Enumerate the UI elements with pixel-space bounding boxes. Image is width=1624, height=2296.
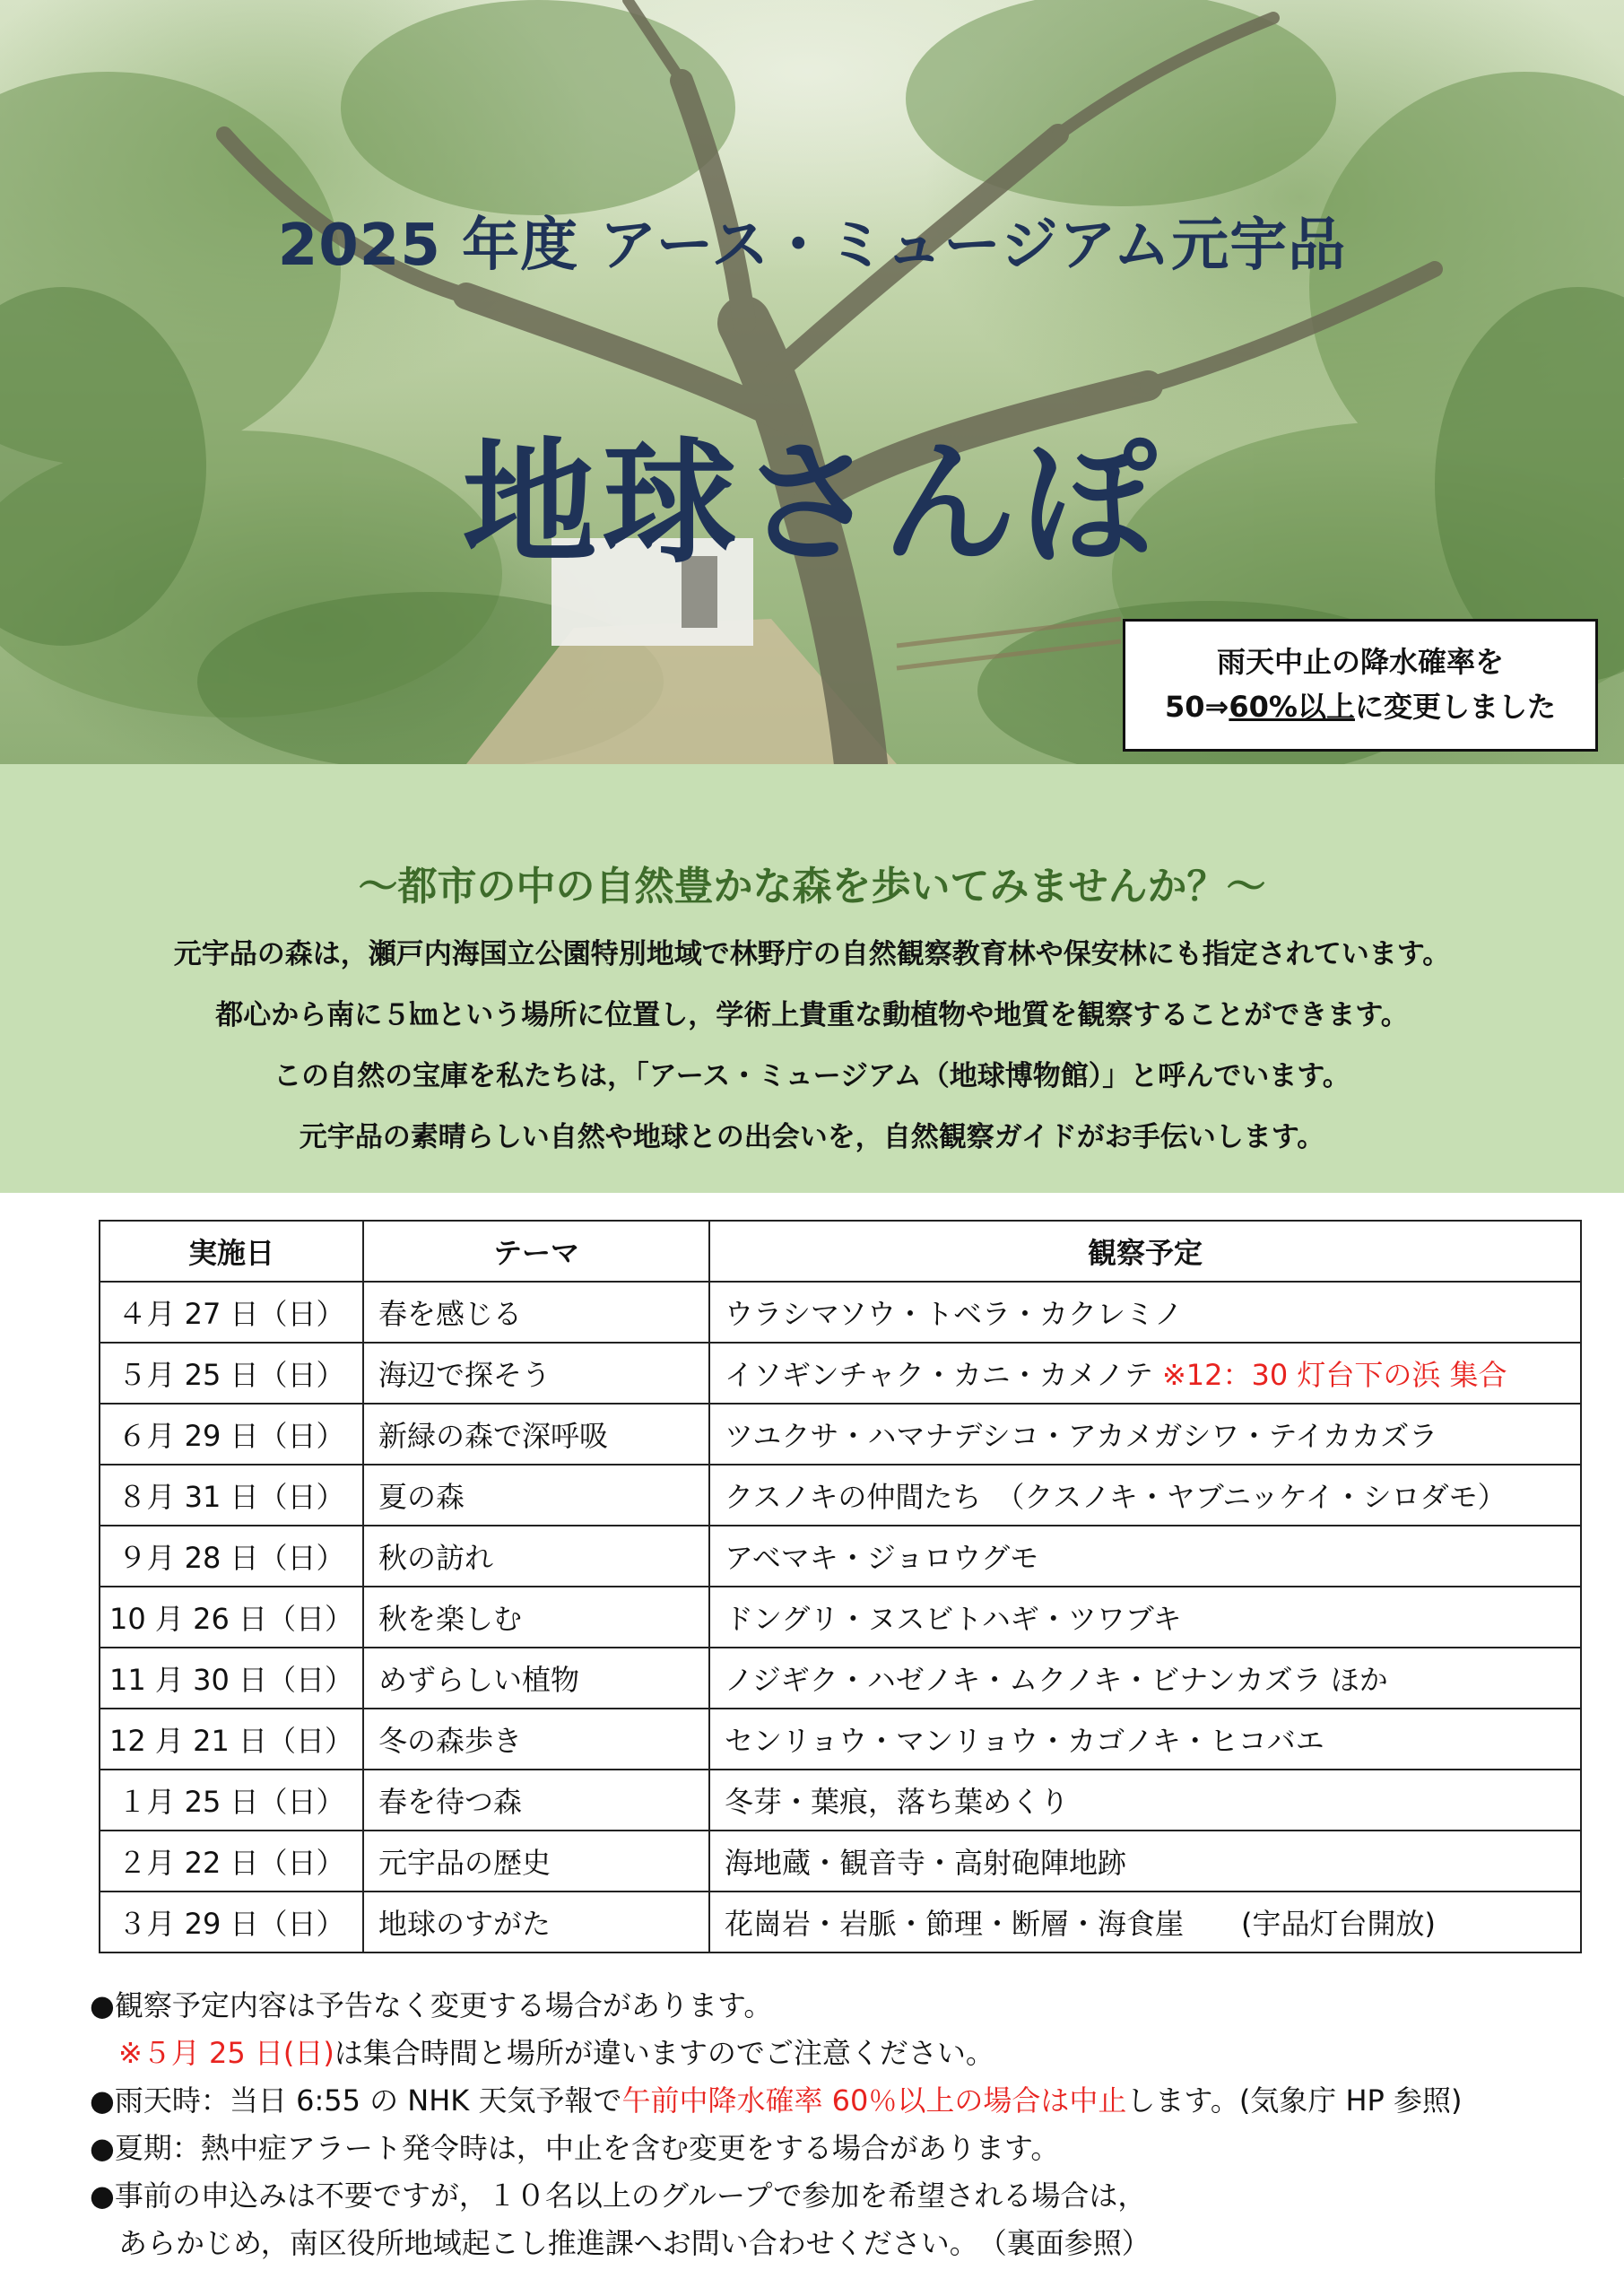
cell-theme: 秋を楽しむ [363,1587,709,1648]
table-row [100,1282,1581,1343]
cell-theme: 元宇品の歴史 [363,1831,709,1892]
notice-line-2-pre: 50⇒ [1165,690,1229,724]
header-date: 実施日 [100,1221,363,1282]
intro-line-3: この自然の宝庫を私たちは，「アース・ミュージアム（地球博物館）」と呼んでいます。 [274,1060,1350,1092]
observation-text: 海地蔵・観音寺・高射砲陣地跡 [725,1846,1127,1880]
cell-theme: 地球のすがた [363,1892,709,1952]
observation-text: ドングリ・ヌスビトハギ・ツワブキ [725,1602,1182,1636]
cell-date: ９月 28 日（日） [100,1526,363,1587]
table-row [100,1648,1581,1709]
note-rain-pre: ●雨天時：当日 6:55 の NHK 天気予報で [90,2083,622,2118]
intro-line-1: 元宇品の森は，瀬戸内海国立公園特別地域で林野庁の自然観察教育林や保安林にも指定されています。 [173,938,1451,970]
cell-theme: 海辺で探そう [363,1343,709,1404]
cell-observation [709,1709,1581,1770]
cell-date: １月 25 日（日） [100,1770,363,1831]
table-row [100,1404,1581,1465]
note-may-meeting [90,2030,1605,2077]
observation-text: クスノキの仲間たち （クスノキ・ヤブニッケイ・シロダモ） [725,1480,1507,1514]
table-row [100,1831,1581,1892]
observation-text: イソギンチャク・カニ・カメノテ [725,1358,1162,1392]
cell-observation [709,1587,1581,1648]
cell-date: 10 月 26 日（日） [100,1587,363,1648]
cell-date: ４月 27 日（日） [100,1282,363,1343]
cell-date: ８月 31 日（日） [100,1465,363,1526]
cell-observation [709,1892,1581,1952]
table-row [100,1892,1581,1952]
intro-line-2: 都心から南に５㎞という場所に位置し，学術上貴重な動植物や地質を観察することができます。 [215,999,1409,1031]
cell-theme: 春を待つ森 [363,1770,709,1831]
note-contact: あらかじめ，南区役所地域起こし推進課へお問い合わせください。 （裏面参照） [118,2226,1151,2260]
notice-line-2 [1125,684,1595,729]
note-group-registration: ●事前の申込みは不要ですが，１０名以上のグループで参加を希望される場合は， [90,2179,1147,2213]
observation-text: ウラシマソウ・トベラ・カクレミノ [725,1297,1184,1331]
cell-date: 11 月 30 日（日） [100,1648,363,1709]
note-heat-alert: ●夏期：熱中症アラート発令時は，中止を含む変更をする場合があります。 [90,2131,1060,2165]
cell-date: ５月 25 日（日） [100,1343,363,1404]
meeting-place-note: ※12：30 灯台下の浜 集合 [1161,1358,1507,1392]
note-may-date: ※５月 25 日(日) [118,2036,334,2070]
table-row [100,1465,1581,1526]
note-rain-policy [90,2077,1605,2125]
cell-theme: 春を感じる [363,1282,709,1343]
header-theme: テーマ [363,1221,709,1282]
observation-text: 冬芽・葉痕，落ち葉めくり [725,1785,1070,1819]
cell-observation [709,1343,1581,1404]
cell-date: ２月 22 日（日） [100,1831,363,1892]
cell-date: ３月 29 日（日） [100,1892,363,1952]
cell-observation [709,1831,1581,1892]
cell-observation [709,1526,1581,1587]
note-change-notice: ●観察予定内容は予告なく変更する場合があります。 [90,1988,773,2022]
table-row [100,1587,1581,1648]
cell-date: 12 月 21 日（日） [100,1709,363,1770]
note-rain-cancel: 午前中降水確率 60％以上の場合は中止 [621,2083,1127,2118]
observation-text: センリョウ・マンリョウ・カゴノキ・ヒコバエ [725,1724,1324,1758]
intro-line-4: 元宇品の素晴らしい自然や地球との出会いを，自然観察ガイドがお手伝いします。 [299,1121,1325,1153]
cell-theme: めずらしい植物 [363,1648,709,1709]
header-observation: 観察予定 [709,1221,1581,1282]
table-row [100,1770,1581,1831]
table-row [100,1343,1581,1404]
cell-observation [709,1770,1581,1831]
note-rain-post: します。(気象庁 HP 参照) [1126,2083,1463,2118]
rain-policy-notice [1123,619,1598,752]
cell-observation [709,1282,1581,1343]
notes-section [90,1982,1605,2267]
cell-theme: 秋の訪れ [363,1526,709,1587]
note-may-text: は集合時間と場所が違いますのでご注意ください。 [334,2036,994,2070]
observation-text: ノジギク・ハゼノキ・ムクノキ・ビナンカズラ ほか [725,1663,1388,1697]
cell-observation [709,1465,1581,1526]
hero-title: 地球さんぽ [462,426,1162,582]
table-row [100,1709,1581,1770]
cell-theme: 冬の森歩き [363,1709,709,1770]
cell-observation [709,1404,1581,1465]
intro-band [0,764,1624,1193]
table-header-row [100,1221,1581,1282]
schedule-table [99,1220,1582,1953]
table-row [100,1526,1581,1587]
observation-text: 花崗岩・岩脈・節理・断層・海食崖 (宇品灯台開放) [725,1907,1436,1941]
hero-photo [0,0,1624,764]
cell-theme: 夏の森 [363,1465,709,1526]
cell-theme: 新緑の森で深呼吸 [363,1404,709,1465]
intro-heading: ～都市の中の自然豊かな森を歩いてみませんか？～ [358,864,1266,909]
observation-text: アベマキ・ジョロウグモ [725,1541,1039,1575]
cell-observation [709,1648,1581,1709]
notice-line-1: 雨天中止の降水確率を [1216,645,1504,679]
cell-date: ６月 29 日（日） [100,1404,363,1465]
notice-line-2-post: に変更しました [1354,690,1556,724]
hero-subtitle: 2025 年度 アース・ミュージアム元宇品 [277,213,1347,279]
observation-text: ツユクサ・ハマナデシコ・アカメガシワ・テイカカズラ [725,1419,1438,1453]
notice-line-2-underlined: 60%以上 [1229,690,1355,724]
